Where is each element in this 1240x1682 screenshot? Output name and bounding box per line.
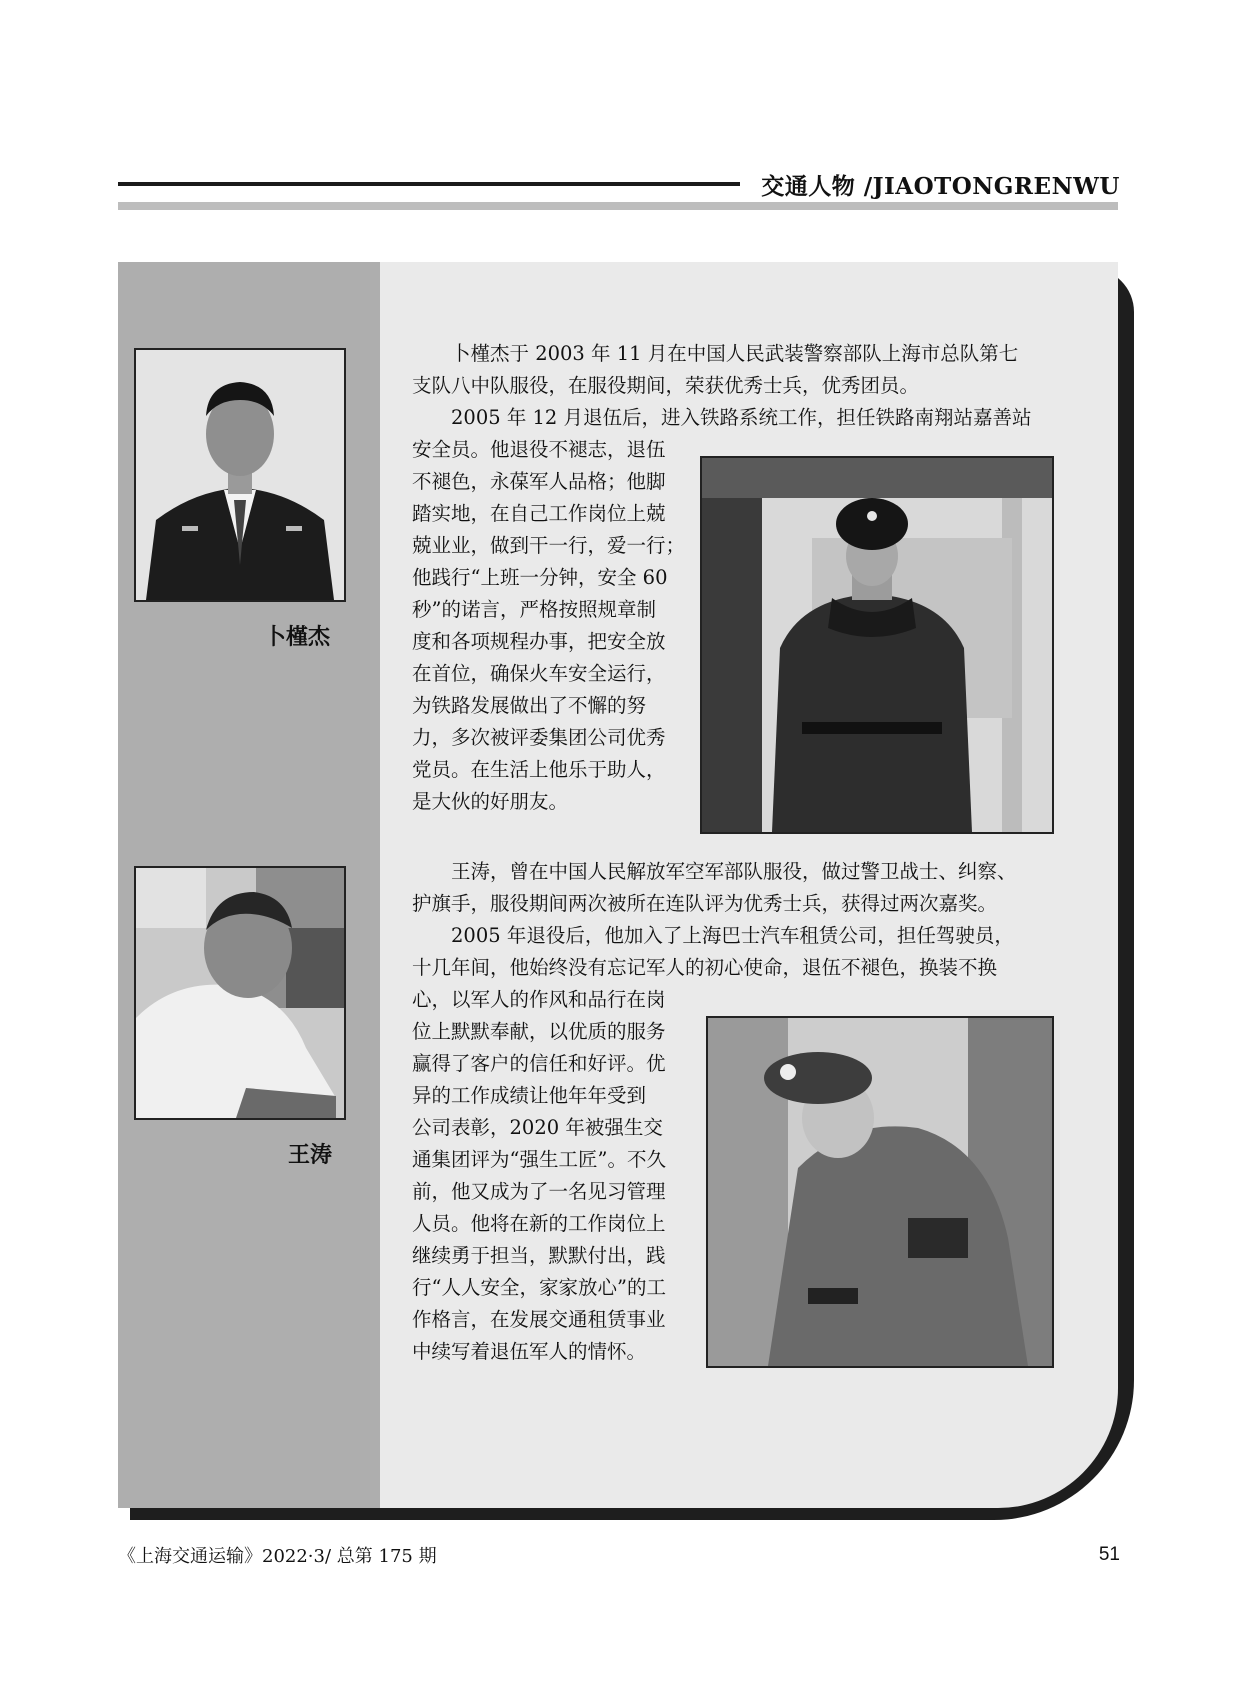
profile-1-wrap-line: 力，多次被评委集团公司优秀 <box>412 726 666 749</box>
portrait-caption-2: 王涛 <box>288 1143 333 1168</box>
header-rule <box>118 182 740 186</box>
portrait-figure-2 <box>136 868 344 1118</box>
profile-1-wrap-line: 在首位，确保火车安全运行， <box>412 662 666 685</box>
content-panel <box>118 262 1118 1508</box>
profile-2-wrap-line: 位上默默奉献，以优质的服务 <box>412 1020 666 1043</box>
profile-1-wrap-line: 秒”的诺言，严格按照规章制 <box>412 598 656 621</box>
profile-2-wrap-line: 通集团评为“强生工匠”。不久 <box>412 1148 666 1171</box>
profile-2-wrap-line: 前，他又成为了一名见习管理 <box>412 1180 666 1203</box>
portrait-photo-1 <box>134 348 346 602</box>
profile-1-wrap-line: 为铁路发展做出了不懈的努 <box>412 694 647 717</box>
profile-1-wrap-line: 是大伙的好朋友。 <box>412 790 569 813</box>
profile-1-para-1-line-1: 卜槿杰于 2003 年 11 月在中国人民武装警察部队上海市总队第七 <box>412 342 1019 365</box>
profile-1-para-1-line-2: 支队八中队服役，在服役期间，荣获优秀士兵，优秀团员。 <box>412 374 920 397</box>
profile-2-para-2-line-2: 十几年间，他始终没有忘记军人的初心使命，退伍不褪色，换装不换 <box>412 956 998 979</box>
profile-2-wrap-line: 赢得了客户的信任和好评。优 <box>412 1052 666 1075</box>
profile-1-wrap-line: 度和各项规程办事，把安全放 <box>412 630 666 653</box>
profile-2-para-1-line-2: 护旗手，服役期间两次被所在连队评为优秀士兵，获得过两次嘉奖。 <box>412 892 998 915</box>
uniform-figure-2 <box>708 1018 1052 1366</box>
inset-photo-2 <box>706 1016 1054 1368</box>
profile-2-wrap-line: 继续勇于担当，默默付出，践 <box>412 1244 666 1267</box>
profile-1-wrap-line: 踏实地，在自己工作岗位上兢 <box>412 502 666 525</box>
profile-2-wrap-line: 异的工作成绩让他年年受到 <box>412 1084 647 1107</box>
profile-2-wrap-line: 作格言，在发展交通租赁事业 <box>412 1308 666 1331</box>
portrait-caption-1: 卜槿杰 <box>264 625 331 650</box>
profile-2-para-2-line-1: 2005 年退役后，他加入了上海巴士汽车租赁公司，担任驾驶员， <box>412 924 1014 947</box>
publication-info: 《上海交通运输》2022·3/ 总第 175 期 <box>118 1546 437 1567</box>
profile-2-wrap-line: 行“人人安全，家家放心”的工 <box>412 1276 666 1299</box>
profile-2-wrap-line: 人员。他将在新的工作岗位上 <box>412 1212 666 1235</box>
section-title: 交通人物 /JIAOTONGRENWU <box>761 173 1120 200</box>
uniform-figure-1 <box>702 458 1052 832</box>
profile-2-wrap-line: 中续写着退伍军人的情怀。 <box>412 1340 647 1363</box>
profile-1-wrap-line: 他践行“上班一分钟，安全 60 <box>412 566 668 589</box>
profile-1-para-2-line-1: 2005 年 12 月退伍后，进入铁路系统工作，担任铁路南翔站嘉善站 <box>412 406 1032 429</box>
page-number: 51 <box>1098 1544 1120 1565</box>
profile-1-wrap-line: 安全员。他退役不褪志，退伍 <box>412 438 666 461</box>
portrait-photo-2 <box>134 866 346 1120</box>
inset-photo-1 <box>700 456 1054 834</box>
profile-1-wrap-line: 党员。在生活上他乐于助人， <box>412 758 666 781</box>
profile-2-para-1-line-1: 王涛，曾在中国人民解放军空军部队服役，做过警卫战士、纠察、 <box>412 860 1017 883</box>
profile-1-wrap-line: 兢业业，做到干一行，爱一行； <box>412 534 686 557</box>
header-gray-band <box>118 202 1118 210</box>
profile-2-wrap-line: 公司表彰，2020 年被强生交 <box>412 1116 663 1139</box>
portrait-figure-1 <box>136 350 344 600</box>
profile-2-wrap-line: 心，以军人的作风和品行在岗 <box>412 988 666 1011</box>
profile-1-wrap-line: 不褪色，永葆军人品格；他脚 <box>412 470 666 493</box>
